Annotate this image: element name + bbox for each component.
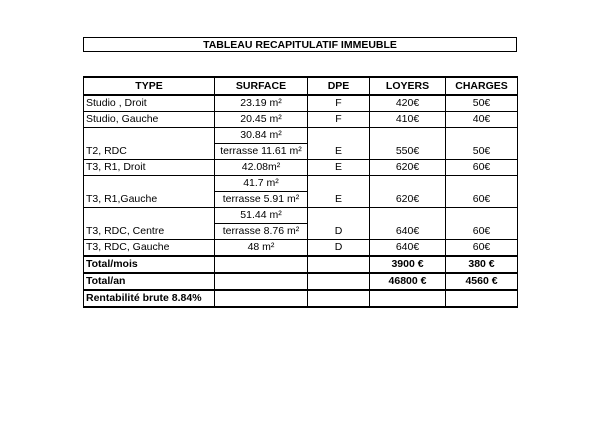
cell-charges[interactable]: 40€ xyxy=(446,112,518,128)
surface-line: 30.84 m² xyxy=(215,128,307,144)
surface-line: 51.44 m² xyxy=(215,208,307,224)
surface-line: terrasse 5.91 m² xyxy=(222,193,300,205)
empty-cell[interactable] xyxy=(308,273,370,290)
cell-dpe[interactable]: E xyxy=(308,128,370,160)
table-row xyxy=(84,176,518,208)
cell-dpe[interactable]: E xyxy=(308,160,370,176)
table-row xyxy=(84,208,518,240)
empty-cell[interactable] xyxy=(215,256,308,273)
total-month-charges[interactable]: 380 € xyxy=(446,256,518,273)
cell-loyer[interactable]: 550€ xyxy=(370,128,446,160)
cell-loyer[interactable]: 640€ xyxy=(370,240,446,257)
cell-loyer[interactable]: 410€ xyxy=(370,112,446,128)
rentability-label[interactable]: Rentabilité brute 8.84% xyxy=(84,290,215,307)
total-month-loyer[interactable]: 3900 € xyxy=(370,256,446,273)
empty-cell[interactable] xyxy=(308,290,370,307)
table-row xyxy=(84,95,518,112)
cell-charges[interactable]: 60€ xyxy=(446,240,518,257)
table-row xyxy=(84,112,518,128)
total-month-row xyxy=(84,256,518,273)
total-year-loyer[interactable]: 46800 € xyxy=(370,273,446,290)
header-loyers[interactable]: LOYERS xyxy=(370,77,446,95)
empty-cell[interactable] xyxy=(308,256,370,273)
header-surface[interactable]: SURFACE xyxy=(215,77,308,95)
cell-surface[interactable]: 42.08m² xyxy=(215,160,308,176)
empty-cell[interactable] xyxy=(446,290,518,307)
empty-cell[interactable] xyxy=(215,273,308,290)
cell-charges[interactable]: 50€ xyxy=(446,95,518,112)
cell-dpe[interactable]: F xyxy=(308,95,370,112)
surface-line: terrasse 11.61 m² xyxy=(220,145,302,157)
cell-surface[interactable] xyxy=(215,128,308,160)
cell-type[interactable]: T3, RDC, Centre xyxy=(84,208,215,240)
cell-type[interactable]: Studio, Gauche xyxy=(84,112,215,128)
cell-charges[interactable]: 60€ xyxy=(446,208,518,240)
cell-dpe[interactable]: D xyxy=(308,208,370,240)
total-year-charges[interactable]: 4560 € xyxy=(446,273,518,290)
empty-cell[interactable] xyxy=(215,290,308,307)
cell-dpe[interactable]: F xyxy=(308,112,370,128)
surface-line: terrasse 8.76 m² xyxy=(222,225,300,237)
cell-charges[interactable]: 50€ xyxy=(446,128,518,160)
cell-type[interactable]: T3, R1,Gauche xyxy=(84,176,215,208)
cell-type[interactable]: T2, RDC xyxy=(84,128,215,160)
cell-type[interactable]: Studio , Droit xyxy=(84,95,215,112)
header-row xyxy=(84,77,518,95)
cell-loyer[interactable]: 640€ xyxy=(370,208,446,240)
cell-surface[interactable]: 23.19 m² xyxy=(215,95,308,112)
surface-line: 41.7 m² xyxy=(215,176,307,192)
cell-surface[interactable]: 48 m² xyxy=(215,240,308,257)
header-dpe[interactable]: DPE xyxy=(308,77,370,95)
cell-surface[interactable]: 20.45 m² xyxy=(215,112,308,128)
table-row xyxy=(84,128,518,160)
table-row xyxy=(84,160,518,176)
cell-type[interactable]: T3, R1, Droit xyxy=(84,160,215,176)
cell-surface[interactable] xyxy=(215,208,308,240)
cell-loyer[interactable]: 620€ xyxy=(370,176,446,208)
spreadsheet xyxy=(83,37,517,308)
cell-loyer[interactable]: 620€ xyxy=(370,160,446,176)
total-year-label[interactable]: Total/an xyxy=(84,273,215,290)
header-charges[interactable]: CHARGES xyxy=(446,77,518,95)
cell-dpe[interactable]: D xyxy=(308,240,370,257)
total-month-label[interactable]: Total/mois xyxy=(84,256,215,273)
cell-charges[interactable]: 60€ xyxy=(446,176,518,208)
total-year-row xyxy=(84,273,518,290)
summary-table xyxy=(83,76,518,308)
cell-type[interactable]: T3, RDC, Gauche xyxy=(84,240,215,257)
table-title: TABLEAU RECAPITULATIF IMMEUBLE xyxy=(83,37,517,52)
table-row xyxy=(84,240,518,257)
cell-dpe[interactable]: E xyxy=(308,176,370,208)
cell-surface[interactable] xyxy=(215,176,308,208)
cell-charges[interactable]: 60€ xyxy=(446,160,518,176)
cell-loyer[interactable]: 420€ xyxy=(370,95,446,112)
header-type[interactable]: TYPE xyxy=(84,77,215,95)
rentability-row xyxy=(84,290,518,307)
blank-rows xyxy=(83,52,517,76)
empty-cell[interactable] xyxy=(370,290,446,307)
